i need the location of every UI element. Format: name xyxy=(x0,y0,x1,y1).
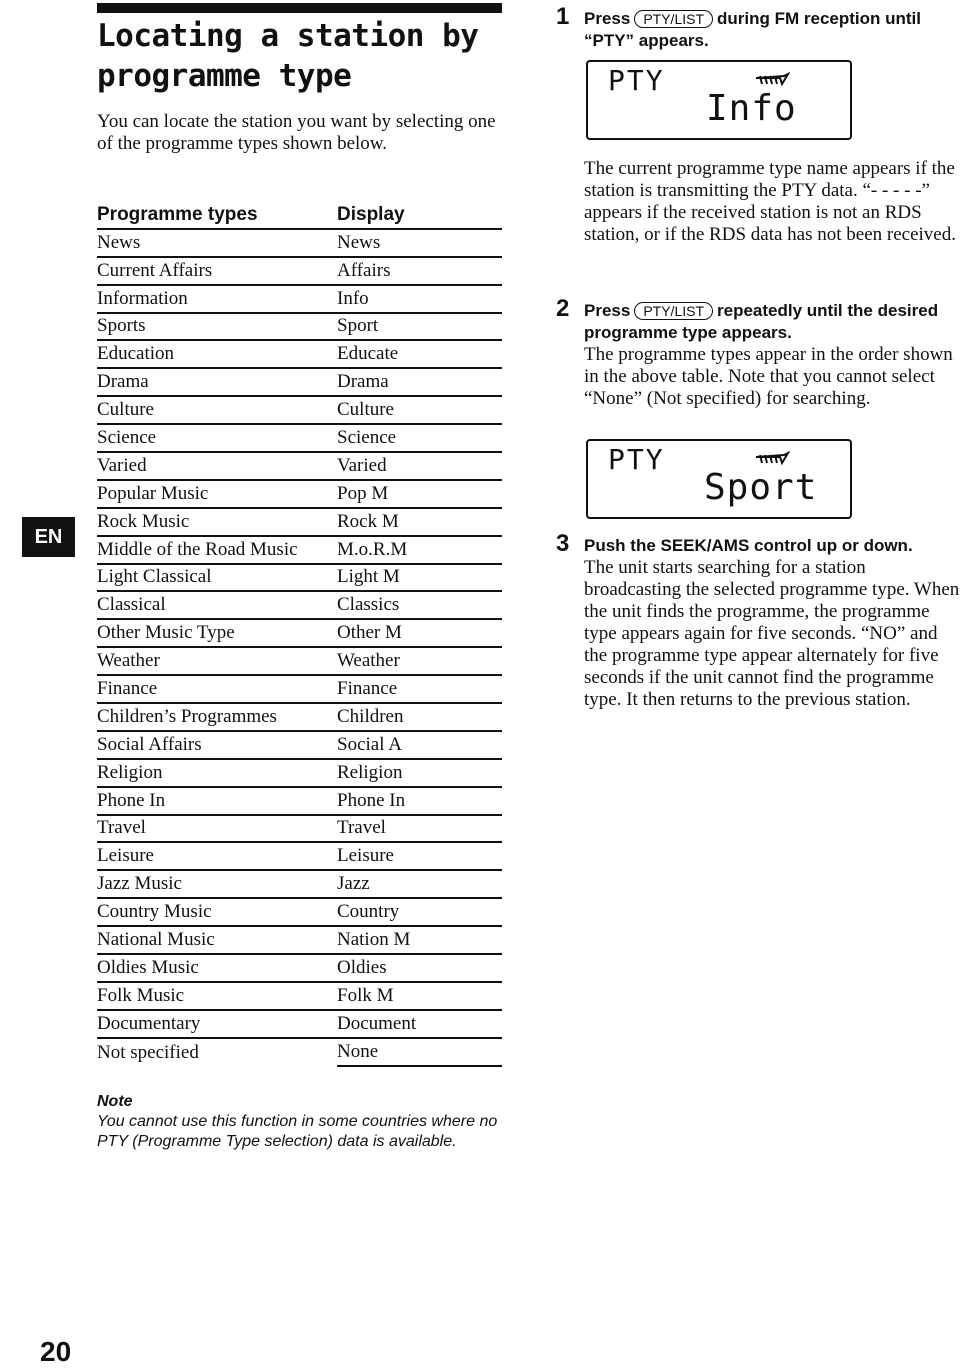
table-row xyxy=(97,508,502,536)
display-text-cell: Classics xyxy=(337,591,502,619)
programme-type-cell: Varied xyxy=(97,452,337,480)
programme-type-cell: Folk Music xyxy=(97,982,337,1010)
programme-type-cell: Drama xyxy=(97,368,337,396)
table-row xyxy=(97,313,502,341)
display-text-cell: Weather xyxy=(337,647,502,675)
table-row xyxy=(97,1010,502,1038)
step-2 xyxy=(556,295,960,410)
step-1-body xyxy=(556,158,960,246)
step-head-pre: Press xyxy=(584,301,631,320)
programme-type-cell: Not specified xyxy=(97,1041,199,1063)
display-text-cell: Drama xyxy=(337,368,502,396)
table-row xyxy=(97,564,502,592)
display-text-cell: Social A xyxy=(337,731,502,759)
programme-type-cell: Education xyxy=(97,340,337,368)
column-header-programme-types: Programme types xyxy=(97,201,337,229)
display-text-cell: Phone In xyxy=(337,787,502,815)
display-text-cell: Sport xyxy=(337,313,502,341)
table-row xyxy=(97,842,502,870)
page-number: 20 xyxy=(40,1336,72,1367)
column-header-display: Display xyxy=(337,201,502,229)
programme-type-cell: Oldies Music xyxy=(97,954,337,982)
programme-type-cell: Other Music Type xyxy=(97,619,337,647)
table-row xyxy=(97,731,502,759)
display-pty-label: PTY xyxy=(608,443,665,476)
table-header-row xyxy=(97,201,502,229)
programme-type-cell: Social Affairs xyxy=(97,731,337,759)
programme-type-cell: Travel xyxy=(97,815,337,843)
note-block xyxy=(97,1092,517,1151)
display-illustration-sport xyxy=(586,439,852,519)
table-row xyxy=(97,1038,502,1066)
table-row xyxy=(97,898,502,926)
programme-type-cell: Current Affairs xyxy=(97,257,337,285)
display-text-cell: Other M xyxy=(337,619,502,647)
display-text-cell: Varied xyxy=(337,452,502,480)
display-text-cell: Religion xyxy=(337,759,502,787)
language-tab: EN xyxy=(22,517,75,557)
pty-list-key: PTY/LIST xyxy=(634,302,713,320)
display-text-cell: Country xyxy=(337,898,502,926)
table-row xyxy=(97,340,502,368)
programme-type-cell: Information xyxy=(97,285,337,313)
table-row xyxy=(97,229,502,257)
programme-type-cell: Jazz Music xyxy=(97,870,337,898)
programme-type-cell: Light Classical xyxy=(97,564,337,592)
title-rule xyxy=(97,3,502,13)
step-explanation: The programme types appear in the order shown in the above table. Note that you cannot select “None” (Not specified) for searching. xyxy=(584,344,953,409)
step-head-post: during FM reception until “PTY” appears. xyxy=(584,9,921,50)
programme-type-cell: Finance xyxy=(97,675,337,703)
display-text-cell: None xyxy=(337,1038,502,1066)
display-illustration-info xyxy=(586,60,852,140)
programme-type-cell: Popular Music xyxy=(97,480,337,508)
table-row xyxy=(97,480,502,508)
table-row xyxy=(97,815,502,843)
pty-list-key: PTY/LIST xyxy=(634,10,713,28)
display-text-cell: Folk M xyxy=(337,982,502,1010)
step-number: 3 xyxy=(556,530,570,557)
display-text-cell: Educate xyxy=(337,340,502,368)
table-row xyxy=(97,396,502,424)
table-row xyxy=(97,759,502,787)
programme-type-cell: Leisure xyxy=(97,842,337,870)
programme-type-cell: Documentary xyxy=(97,1010,337,1038)
programme-type-cell: Culture xyxy=(97,396,337,424)
display-text-cell: News xyxy=(337,229,502,257)
table-row xyxy=(97,285,502,313)
table-row xyxy=(97,619,502,647)
display-text-cell: Jazz xyxy=(337,870,502,898)
display-programme-type: Info xyxy=(706,88,797,129)
programme-type-cell: Religion xyxy=(97,759,337,787)
table-row xyxy=(97,787,502,815)
step-explanation: The current programme type name appears if the station is transmitting the PTY data. “- - - - -” appears if the received station is not an RDS station, or if the RDS data has not been received. xyxy=(584,158,956,245)
table-row xyxy=(97,647,502,675)
display-text-cell: Info xyxy=(337,285,502,313)
step-head-post: repeatedly until the desired programme type appears. xyxy=(584,301,939,342)
programme-type-cell: Science xyxy=(97,424,337,452)
programme-type-cell: Children’s Programmes xyxy=(97,703,337,731)
table-row xyxy=(97,926,502,954)
table-row xyxy=(97,675,502,703)
programme-type-cell: National Music xyxy=(97,926,337,954)
step-instruction xyxy=(584,8,960,52)
step-1 xyxy=(556,3,960,52)
table-row xyxy=(97,536,502,564)
programme-type-cell: Weather xyxy=(97,647,337,675)
programme-type-cell: Classical xyxy=(97,591,337,619)
programme-type-cell: Sports xyxy=(97,313,337,341)
step-explanation: The unit starts searching for a station broadcasting the selected programme type. When the unit finds the programme, the programme type appears again for five seconds. “NO” and the programme type appear alternately for five seconds if the unit cannot find the programme type. It then returns to the previous station. xyxy=(584,557,960,710)
note-text: You cannot use this function in some countries where no PTY (Programme Type selection) data is available. xyxy=(97,1113,498,1150)
display-text-cell: M.o.R.M xyxy=(337,536,502,564)
step-number: 2 xyxy=(556,295,570,322)
table-row xyxy=(97,870,502,898)
table-row xyxy=(97,591,502,619)
programme-type-cell: Phone In xyxy=(97,787,337,815)
display-programme-type: Sport xyxy=(704,467,818,508)
display-text-cell: Nation M xyxy=(337,926,502,954)
step-number: 1 xyxy=(556,3,570,30)
display-text-cell: Culture xyxy=(337,396,502,424)
step-instruction xyxy=(584,300,960,344)
table-row xyxy=(97,257,502,285)
table-row xyxy=(97,982,502,1010)
display-text-cell: Children xyxy=(337,703,502,731)
table-body xyxy=(97,229,502,1066)
programme-type-table xyxy=(97,201,502,1067)
table-row xyxy=(97,452,502,480)
intro-text: You can locate the station you want by selecting one of the programme types shown below. xyxy=(97,111,496,154)
table-row xyxy=(97,954,502,982)
display-text-cell: Document xyxy=(337,1010,502,1038)
programme-type-cell: Rock Music xyxy=(97,508,337,536)
display-text-cell: Affairs xyxy=(337,257,502,285)
display-text-cell: Leisure xyxy=(337,842,502,870)
display-text-cell: Light M xyxy=(337,564,502,592)
display-text-cell: Finance xyxy=(337,675,502,703)
display-text-cell: Science xyxy=(337,424,502,452)
table-row xyxy=(97,424,502,452)
display-text-cell: Rock M xyxy=(337,508,502,536)
note-label: Note xyxy=(97,1093,133,1110)
step-head-pre: Press xyxy=(584,9,631,28)
table-row xyxy=(97,703,502,731)
display-text-cell: Oldies xyxy=(337,954,502,982)
step-instruction: Push the SEEK/AMS control up or down. xyxy=(584,536,913,555)
display-text-cell: Travel xyxy=(337,815,502,843)
programme-type-cell: Country Music xyxy=(97,898,337,926)
page-title: Locating a station by programme type xyxy=(97,18,479,94)
table-row xyxy=(97,368,502,396)
programme-type-cell: Middle of the Road Music xyxy=(97,536,337,564)
display-pty-label: PTY xyxy=(608,64,665,97)
step-3 xyxy=(556,530,960,711)
programme-type-cell: News xyxy=(97,229,337,257)
display-text-cell: Pop M xyxy=(337,480,502,508)
